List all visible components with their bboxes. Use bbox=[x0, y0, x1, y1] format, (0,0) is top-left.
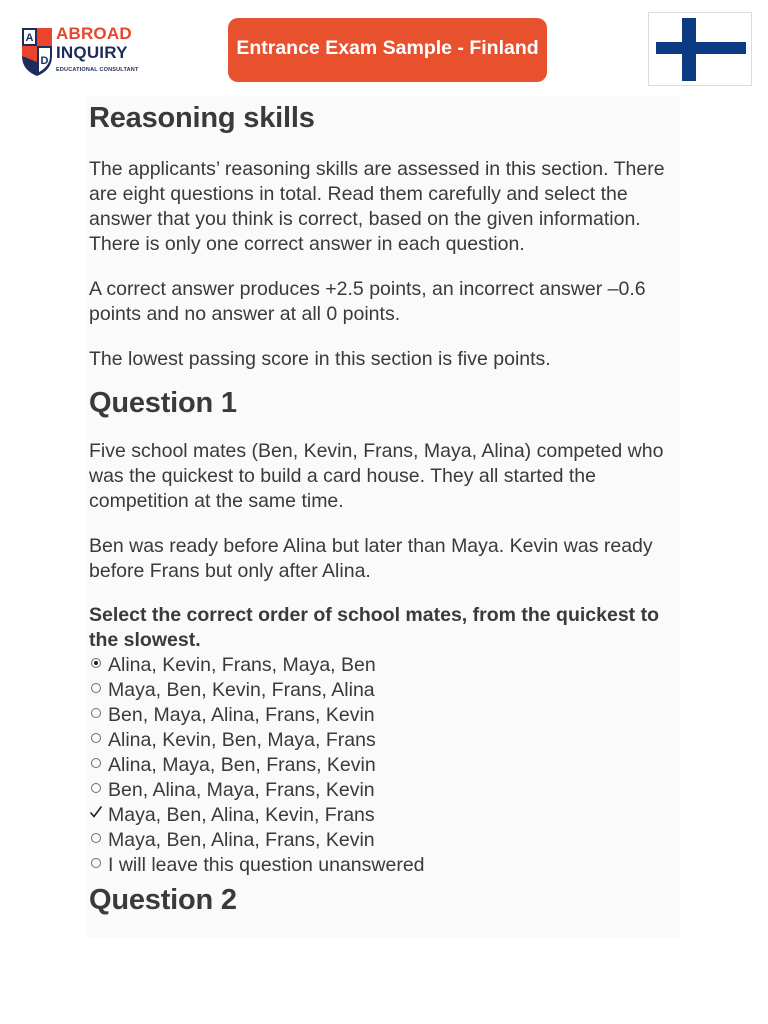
answer-option-label: Maya, Ben, Kevin, Frans, Alina bbox=[108, 679, 375, 701]
scoring-paragraph: A correct answer produces +2.5 points, an incorrect answer –0.6 points and no answer at all 0 points. bbox=[89, 278, 646, 325]
radio-button[interactable] bbox=[91, 733, 101, 743]
exam-title-label: Entrance Exam Sample - Finland bbox=[236, 36, 539, 59]
answer-option-correct[interactable] bbox=[89, 803, 674, 828]
question-1-title: Question 1 bbox=[89, 387, 237, 419]
shield-letter-a: A bbox=[25, 32, 34, 44]
answer-option[interactable] bbox=[89, 853, 674, 878]
brand-word-abroad: ABROAD bbox=[56, 24, 132, 43]
shield-logo-icon bbox=[20, 26, 54, 78]
flag-frame bbox=[648, 12, 752, 86]
answer-option-label: Maya, Ben, Alina, Frans, Kevin bbox=[108, 829, 375, 851]
passing-score-paragraph: The lowest passing score in this section is five points. bbox=[89, 348, 551, 370]
answer-option[interactable] bbox=[89, 828, 674, 853]
section-intro-paragraph: The applicants’ reasoning skills are assessed in this section. There are eight questions in total. Read them carefully and select the answer that you think is correct, based on the given information. There is only one correct answer in each question. bbox=[89, 158, 665, 255]
page-header bbox=[0, 0, 768, 96]
shield-letter-d: D bbox=[40, 55, 49, 67]
brand-tagline: EDUCATIONAL CONSULTANT bbox=[56, 67, 139, 73]
brand-word-inquiry: INQUIRY bbox=[56, 43, 128, 62]
question-1-clues: Ben was ready before Alina but later than Maya. Kevin was ready before Frans but only after Alina. bbox=[89, 535, 653, 582]
answer-option[interactable] bbox=[89, 653, 674, 678]
finland-flag-icon bbox=[649, 13, 751, 85]
radio-button[interactable] bbox=[91, 708, 101, 718]
section-title: Reasoning skills bbox=[89, 102, 315, 134]
answer-option-label: Maya, Ben, Alina, Kevin, Frans bbox=[108, 804, 375, 826]
answer-option-label: Alina, Kevin, Frans, Maya, Ben bbox=[108, 654, 376, 676]
answer-option[interactable] bbox=[89, 753, 674, 778]
question-1-scenario: Five school mates (Ben, Kevin, Frans, Maya, Alina) competed who was the quickest to build a card house. They all started the competition at the same time. bbox=[89, 440, 664, 512]
answer-option-label: Ben, Maya, Alina, Frans, Kevin bbox=[108, 704, 375, 726]
brand-logo bbox=[20, 24, 140, 80]
radio-button[interactable] bbox=[91, 783, 101, 793]
radio-button[interactable] bbox=[91, 758, 101, 768]
radio-button-selected[interactable] bbox=[91, 658, 101, 668]
radio-button[interactable] bbox=[91, 833, 101, 843]
answer-option[interactable] bbox=[89, 778, 674, 803]
question-2-title: Question 2 bbox=[89, 884, 237, 916]
checkmark-icon[interactable] bbox=[89, 805, 103, 819]
answer-option-label: Alina, Kevin, Ben, Maya, Frans bbox=[108, 729, 376, 751]
exam-title-badge bbox=[228, 18, 547, 82]
exam-content bbox=[89, 96, 674, 920]
answer-option-label: I will leave this question unanswered bbox=[108, 854, 425, 876]
answer-option[interactable] bbox=[89, 678, 674, 703]
answer-option-label: Alina, Maya, Ben, Frans, Kevin bbox=[108, 754, 376, 776]
question-1-prompt: Select the correct order of school mates, from the quickest to the slowest. bbox=[89, 604, 659, 651]
question-1-options bbox=[89, 653, 674, 878]
answer-option[interactable] bbox=[89, 703, 674, 728]
radio-button[interactable] bbox=[91, 858, 101, 868]
answer-option-label: Ben, Alina, Maya, Frans, Kevin bbox=[108, 779, 375, 801]
radio-button[interactable] bbox=[91, 683, 101, 693]
answer-option[interactable] bbox=[89, 728, 674, 753]
exam-content-panel bbox=[87, 96, 680, 938]
